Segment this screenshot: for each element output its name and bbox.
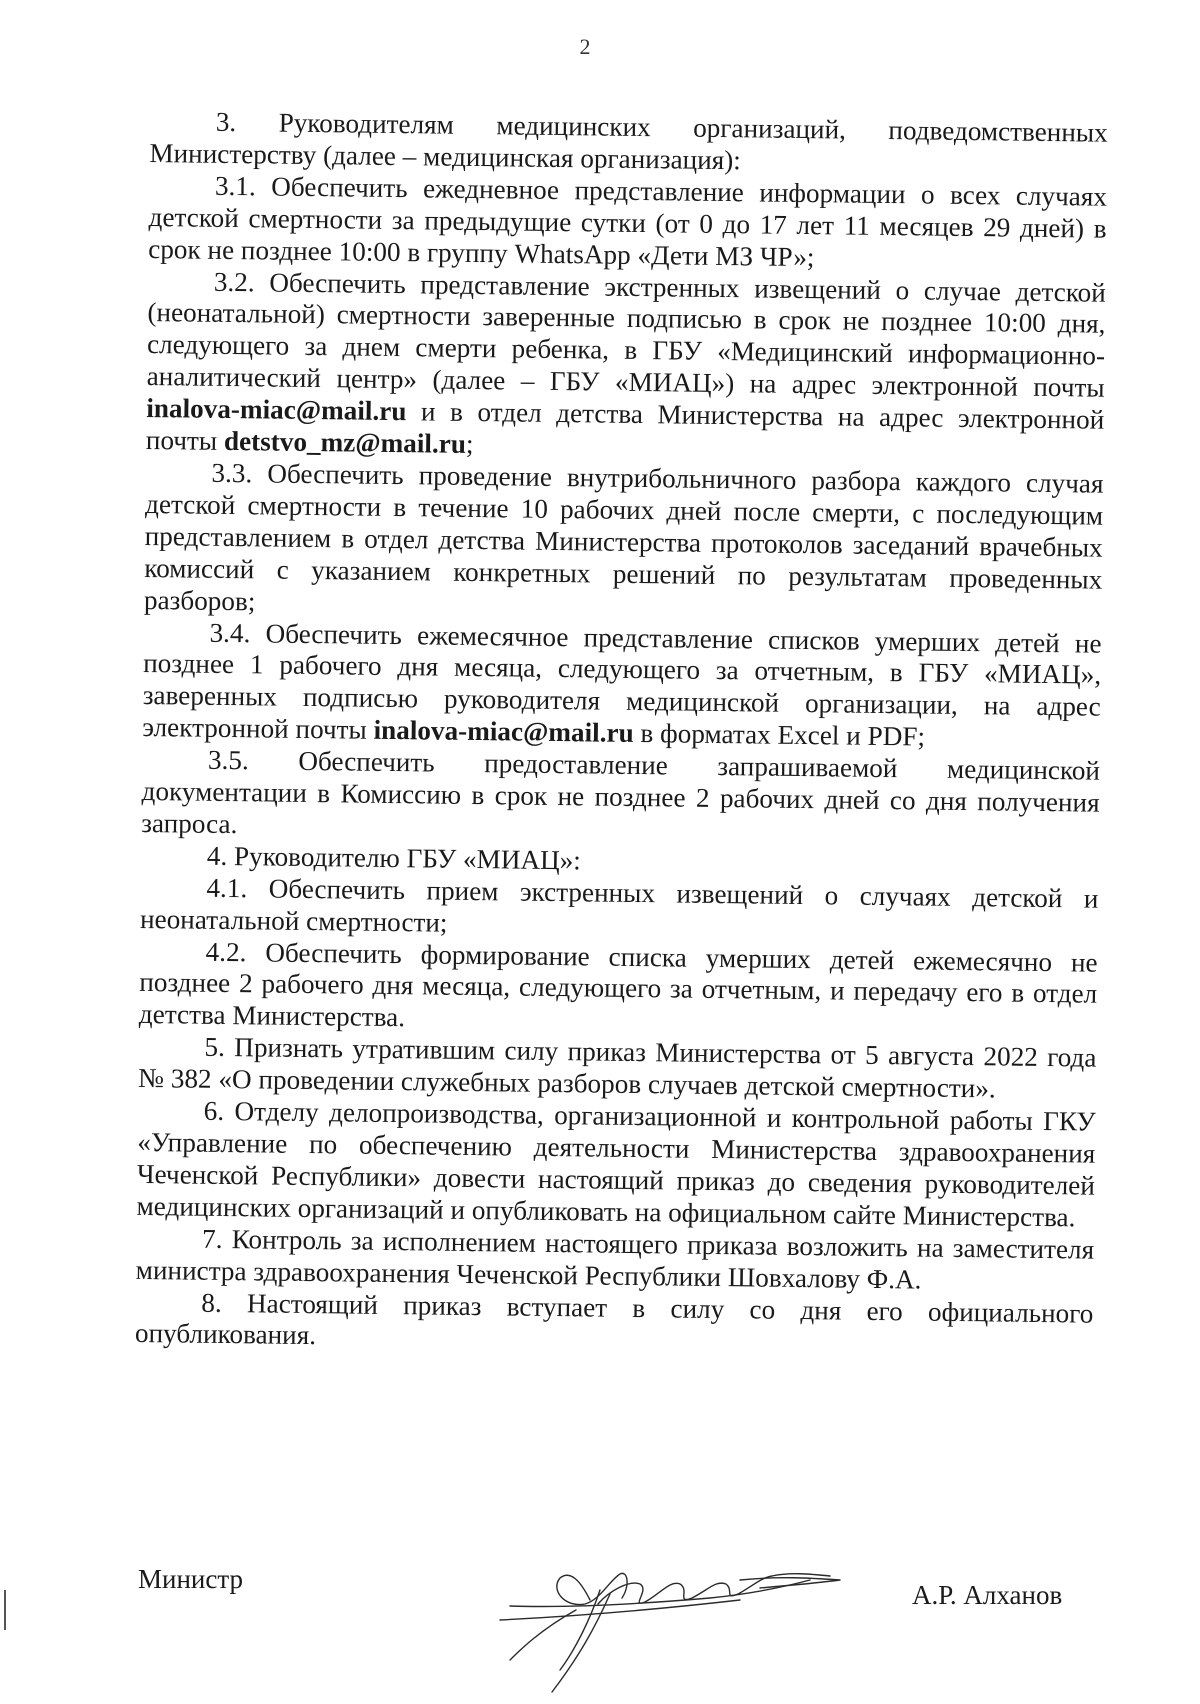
scan-margin-mark bbox=[4, 1590, 6, 1630]
email-link: detstvo_mz@mail.ru bbox=[223, 425, 467, 459]
email-link: inalova-miac@mail.ru bbox=[373, 714, 634, 749]
paragraph-text: и в отдел детства Министерства на адрес электронной почты bbox=[145, 396, 1105, 456]
signer-title: Министр bbox=[138, 1564, 243, 1594]
page-number: 2 bbox=[579, 34, 591, 59]
paragraph-3-4 bbox=[142, 616, 1101, 755]
paragraph-8: 8. Настоящий приказ вступает в силу со дня его официального опубликования. bbox=[134, 1287, 1094, 1351]
paragraph-3-5: 3.5. Обеспечить предоставление запрашиваемой медицинской документации в Комиссию в срок не позднее 2 рабочих дней со дня получения запроса. bbox=[141, 744, 1101, 840]
paragraph-text: 3.4. Обеспечить ежемесячное представление списков умерших детей не позднее 1 рабочего дня месяца, следующего за отчетным, в ГБУ «МИАЦ», заверенных подписью руководителя медицинской организации, на адрес электронной почты bbox=[142, 617, 1102, 745]
paragraph-3-2 bbox=[146, 266, 1106, 469]
paragraph-3-1: 3.1. Обеспечить ежедневное представление информации о всех случаях детской смертности за предыдущие сутки (от 0 до 17 лет 11 месяцев 29 дней) в срок не позднее 10:00 в группу WhatsApp «Дети МЗ ЧР»; bbox=[148, 170, 1108, 272]
paragraph-4: 4. Руководителю ГБУ «МИАЦ»: bbox=[206, 840, 582, 876]
paragraph-5: 5. Признать утратившим силу приказ Министерства от 5 августа 2022 года № 382 «О проведении служебных разборов случаев детской смертности». bbox=[137, 1032, 1097, 1104]
signature-block bbox=[0, 1550, 1200, 1670]
handwritten-signature bbox=[480, 1550, 900, 1700]
paragraph-3-3: 3.3. Обеспечить проведение внутрибольничного разбора каждого случая детской смертности в течение 10 рабочих дней после смерти, с последующим представлением в отдел детства Министерства протоколов заседаний врачебных комиссий с указанием конкретных решений по результатам проведенных разборов; bbox=[143, 457, 1104, 616]
paragraph-7: 7. Контроль за исполнением настоящего приказа возложить на заместителя министра здравоохранения Чеченской Республики Шовхалову Ф.А. bbox=[135, 1223, 1095, 1295]
paragraph-3: 3. Руководителям медицинских организаций, подведомственных Министерству (далее – медицинская организация): bbox=[149, 106, 1108, 176]
paragraph-text: в форматах Excel и PDF; bbox=[633, 718, 926, 752]
document-body bbox=[135, 106, 1108, 1362]
paragraph-4-1: 4.1. Обеспечить прием экстренных извещений о случаях детской и неонатальной смертности; bbox=[139, 872, 1099, 938]
signer-name: А.Р. Алханов bbox=[912, 1580, 1063, 1610]
paragraph-text: 3.2. Обеспечить представление экстренных извещений о случае детской (неонатальной) смертности заверенные подписью в срок не позднее 10:00 дня, следующего за днем смерти ребенка, в ГБУ «Медицинский информационно-аналитический центр» (далее – ГБУ «МИАЦ») на адрес электронной почты bbox=[146, 266, 1106, 403]
paragraph-4-2: 4.2. Обеспечить формирование списка умерших детей ежемесячно не позднее 2 рабочего дня месяца, следующего за отчетным, и передачу его в отдел детства Министерства. bbox=[138, 936, 1098, 1033]
paragraph-6: 6. Отделу делопроизводства, организационной и контрольной работы ГКУ «Управление по обеспечению деятельности Министерства здравоохранения Чеченской Республики» довести настоящий приказ до сведения руководителей медицинских организаций и опубликовать на официальном сайте Министерства. bbox=[136, 1095, 1096, 1233]
paragraph-text: ; bbox=[465, 428, 474, 460]
email-link: inalova-miac@mail.ru bbox=[146, 393, 407, 427]
